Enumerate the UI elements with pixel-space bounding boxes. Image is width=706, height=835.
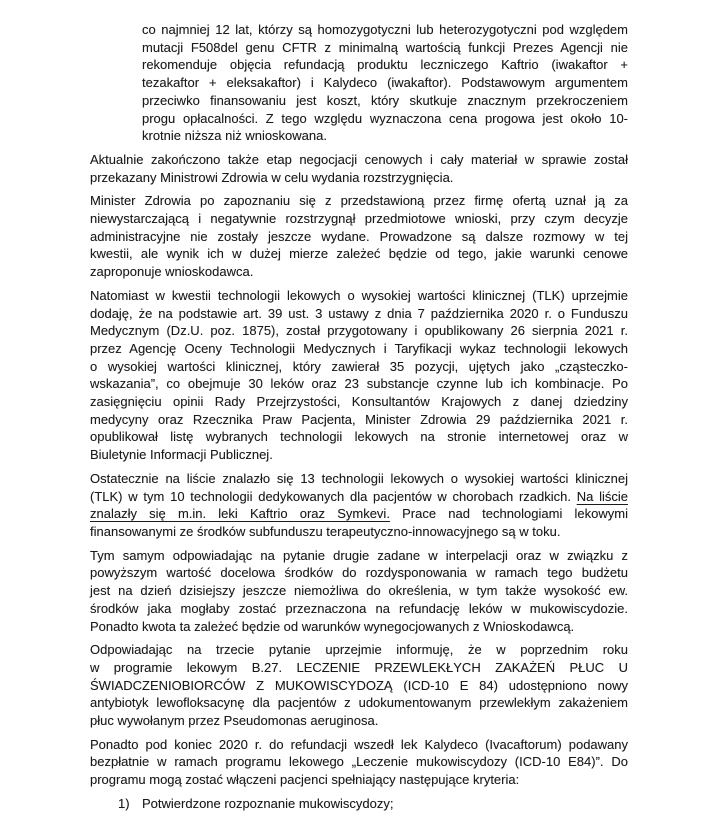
text-line: zaproponuje wnioskodawca. — [90, 264, 254, 280]
text-line: administracyjne nie zostały jeszcze wydane. Prowadzone są dalsze rozmowy w tej — [90, 228, 628, 244]
text-line: przekazany Ministrowi Zdrowia w celu wydania rozstrzygnięcia. — [90, 169, 454, 185]
text-line — [90, 505, 628, 523]
text-line: wskazania”, co obejmuje 30 leków oraz 23 substancje czynne lub ich kombinacje. Po — [90, 376, 628, 392]
text-line: co najmniej 12 lat, którzy są homozygotyczni lub heterozygotyczni pod względem — [142, 22, 628, 37]
text-line: tezakaftor + eleksakaftor) i Kalydeco (iwakaftor). Podstawowym argumentem — [142, 75, 628, 91]
text-line: zasięgnięciu opinii Rady Przejrzystości, Konsultantów Krajowych z danej dziedziny — [90, 394, 628, 410]
text-line: Biuletynie Informacji Publicznej. — [90, 447, 273, 463]
text-line: Ponadto kwota ta zależeć będzie od warunków wynegocjowanych z Wnioskodawcą. — [90, 618, 575, 634]
text-line: opublikował listę wybranych technologii lekowych na stronie internetowej oraz w — [90, 429, 628, 445]
text-line: o wysokiej wartości klinicznej, który zawierał 35 pozycji, ujętych jako „cząsteczko- — [90, 358, 628, 374]
text-line: mutacji F508del genu CFTR z minimalną wartością funkcji Prezes Agencji nie — [142, 39, 628, 55]
text-line: Ostatecznie na liście znalazło się 13 technologii lekowych o wysokiej wartości klinicznej — [90, 470, 628, 486]
text-line — [90, 488, 628, 506]
text-line: programu mogą zostać włączeni pacjenci spełniający następujące kryteria: — [90, 772, 520, 788]
text-line: antybiotyk lewofloksacynę dla pacjentów z udokumentowanym przewlekłym zakażeniem — [90, 695, 628, 711]
text-line: Natomiast w kwestii technologii lekowych o wysokiej wartości klinicznej (TLK) uprzejmie — [90, 287, 628, 303]
text-line: przez Agencję Oceny Technologii Medycznych i Taryfikacji wykaz technologii lekowych — [90, 340, 628, 356]
text-line: jest na dzień dzisiejszy jeszcze niemożliwa do określenia, w tym także wysokość ew. — [90, 583, 628, 599]
paragraph — [90, 151, 628, 186]
text-line: finansowanymi ze środków subfunduszu terapeutyczno-innowacyjnego są w toku. — [90, 523, 561, 539]
paragraph — [90, 547, 628, 636]
text-line: Aktualnie zakończono także etap negocjacji cenowych i cały materiał w sprawie został — [90, 151, 628, 167]
text-line: niewystarczającą i negatywnie rozstrzygnął przedmiotowe wnioski, przy czym decyzje — [90, 211, 628, 227]
document-body — [90, 21, 628, 819]
text-line: Ponadto pod koniec 2020 r. do refundacji wszedł lek Kalydeco (Ivacaftorum) podawany — [90, 736, 628, 752]
list-item-marker: 1) — [118, 795, 130, 811]
paragraph — [90, 287, 628, 464]
paragraph — [90, 470, 628, 541]
text-segment: (TLK) w tym 10 technologii dedykowanych dla pacjentów w chorobach rzadkich. — [90, 488, 577, 504]
text-line: powyższym wartość docelowa środków do rozdysponowania w ramach tego budżetu — [90, 565, 628, 581]
text-segment: Prace nad technologiami lekowymi — [389, 506, 628, 522]
text-line: przeciwko finansowaniu jest koszt, który skutkuje znacznym przekroczeniem — [142, 92, 628, 108]
paragraph — [90, 641, 628, 730]
text-line: krotnie niższa niż wnioskowana. — [142, 128, 327, 144]
paragraph — [90, 192, 628, 281]
text-line: Medycznym (Dz.U. poz. 1875), został przygotowany i opublikowany 26 sierpnia 2021 r. — [90, 323, 628, 339]
paragraph — [142, 21, 628, 145]
text-line: medycyny oraz Rzecznika Praw Pacjenta, Minister Zdrowia 29 października 2021 r. — [90, 411, 628, 427]
text-line: środków jaka mogłaby zostać przeznaczona na refundację leków w mukowiscydozie. — [90, 600, 628, 616]
text-line: bezpłatnie w ramach programu lekowego „Leczenie mukowiscydozy (ICD-10 E84)”. Do — [90, 754, 628, 770]
text-line: kwestii, ale wynik ich w dużej mierze zależeć będzie od tego, jakie warunki cenowe — [90, 246, 628, 262]
text-line: progu opłacalności. Z tego względu wyznaczona cena progowa jest około 10- — [142, 110, 628, 126]
text-line: Minister Zdrowia po zapoznaniu się z przedstawioną przez firmę ofertą uznał ją za — [90, 193, 628, 209]
text-line: dodaję, że na podstawie art. 39 ust. 3 ustawy z dnia 7 października 2020 r. o Funduszu — [90, 305, 628, 321]
text-line: Odpowiadając na trzecie pytanie uprzejmie informuję, że w poprzednim roku — [90, 642, 628, 658]
text-line: w programie lekowym B.27. LECZENIE PRZEWLEKŁYCH ZAKAŻEŃ PŁUC U — [90, 659, 628, 675]
list-item — [90, 795, 628, 813]
paragraph — [90, 736, 628, 789]
text-line: rekomenduje objęcia refundacją produktu leczniczego Kaftrio (iwakaftor + — [142, 57, 628, 73]
text-line: ŚWIADCZENIOBIORCÓW Z MUKOWISCYDOZĄ (ICD-10 E 84) udostępniono nowy — [90, 677, 628, 693]
list-item-text: Potwierdzone rozpoznanie mukowiscydozy; — [142, 795, 394, 811]
underlined-text: Na liście — [576, 488, 628, 504]
text-line: Tym samym odpowiadając na pytanie drugie zadane w interpelacji oraz w związku z — [90, 547, 628, 563]
underlined-text: znalazły się m.in. leki Kaftrio oraz Symkevi. — [90, 506, 390, 522]
text-line: płuc wywołanym przez Pseudomonas aeruginosa. — [90, 713, 379, 729]
